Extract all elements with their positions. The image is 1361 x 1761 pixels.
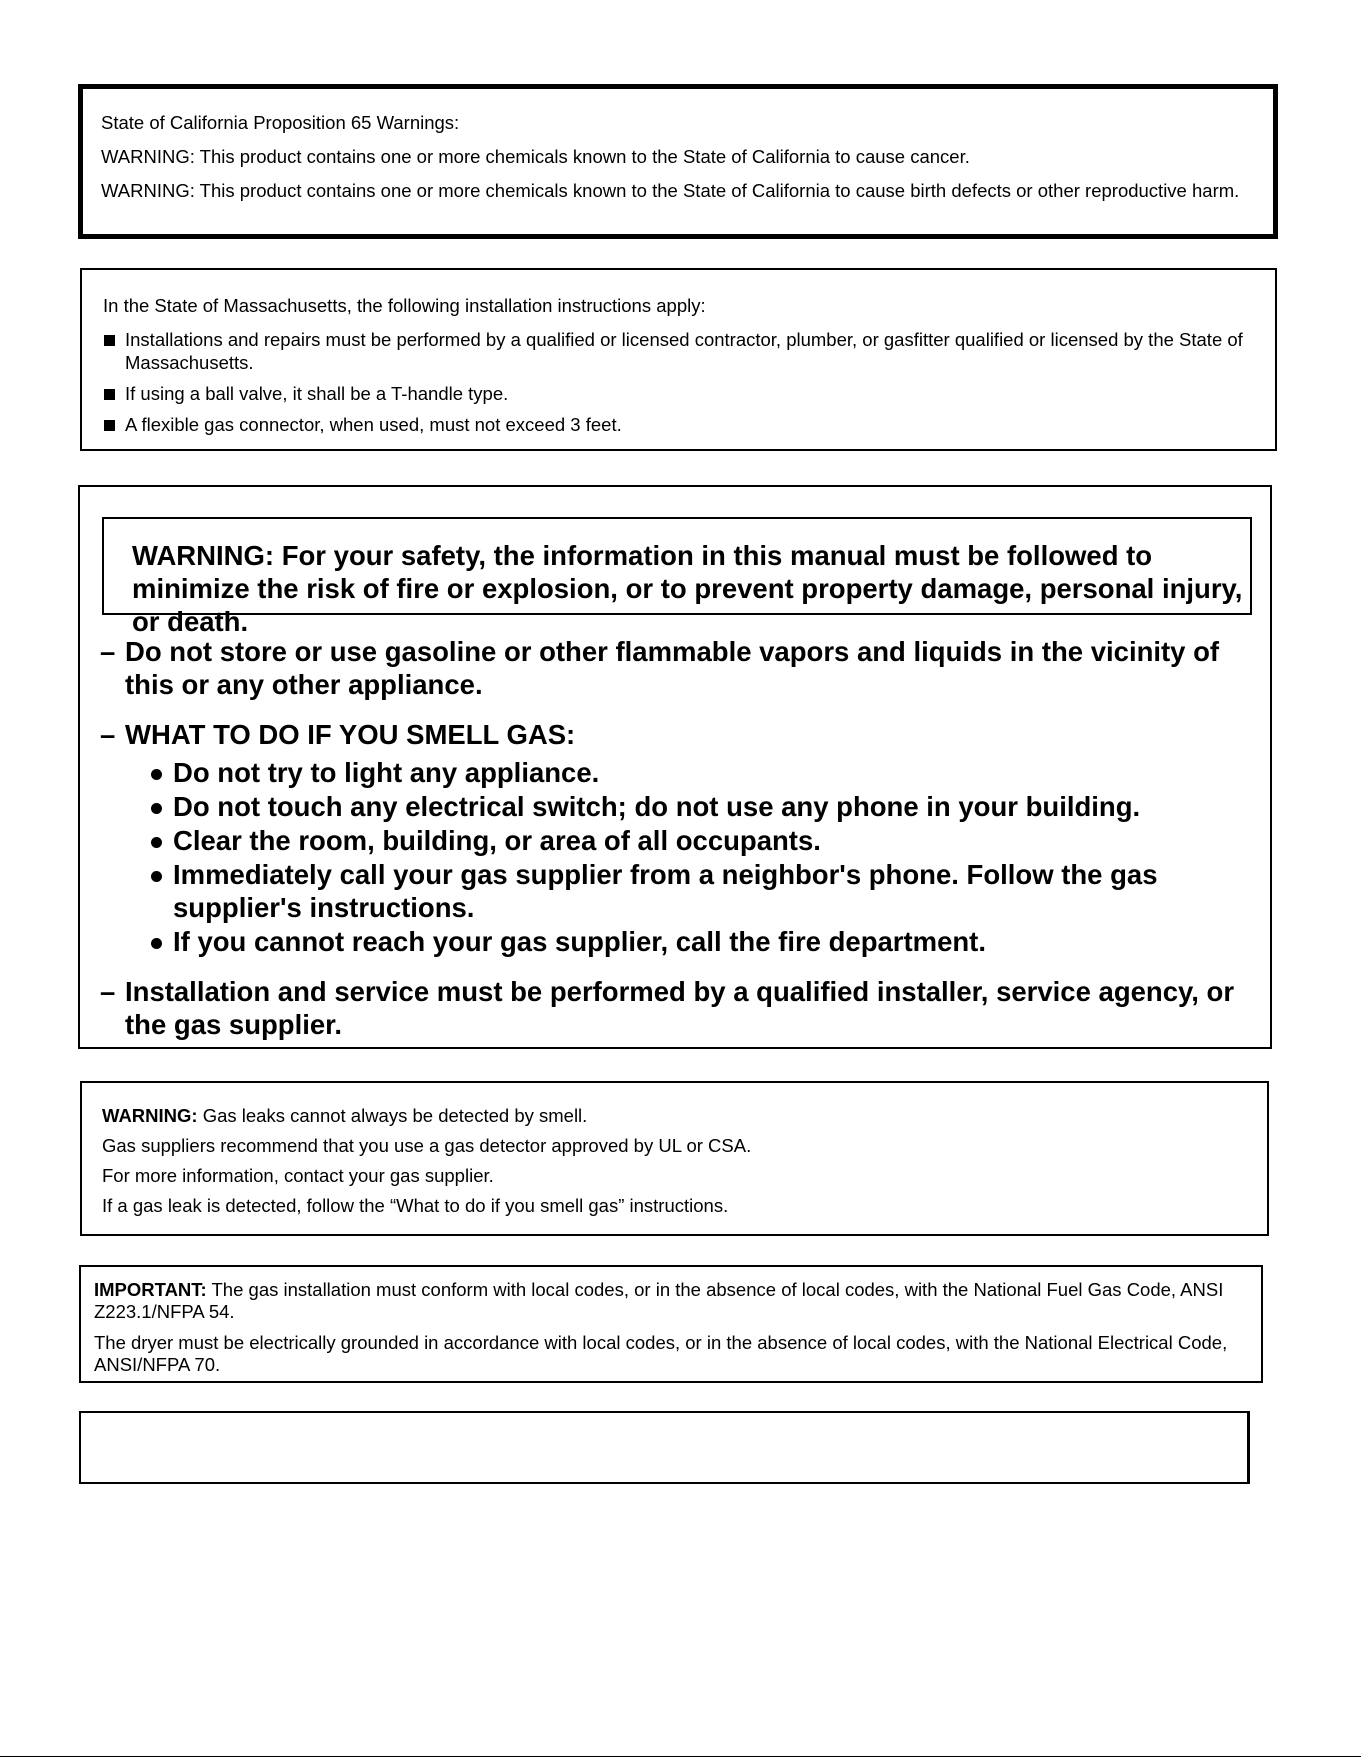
smell-gas-steps [125, 756, 1250, 958]
safety-warning-header: WARNING: For your safety, the information in this manual must be followed to minimize the risk of fire or explosion, or to prevent property damage, personal injury, or death. [102, 517, 1252, 615]
gas-leak-line: WARNING: Gas leaks cannot always be detected by smell. [102, 1105, 588, 1126]
dash-bullet: – [100, 636, 116, 667]
bottom-divider [0, 1756, 1361, 1757]
list-item: Do not touch any electrical switch; do not use any phone in your building. [125, 790, 1250, 823]
list-item: Clear the room, building, or area of all occupants. [125, 824, 1250, 857]
list-item: If you cannot reach your gas supplier, call the fire department. [125, 925, 1250, 958]
round-bullet-icon [151, 769, 162, 780]
prop65-heading: State of California Proposition 65 Warnings: [101, 112, 460, 133]
list-item: – Do not store or use gasoline or other flammable vapors and liquids in the vicinity of this or any other appliance. [100, 636, 1220, 700]
list-item: If using a ball valve, it shall be a T-handle type. [103, 382, 1255, 405]
warning-label: WARNING: [102, 1105, 198, 1126]
leak-detected-line: If a gas leak is detected, follow the “What to do if you smell gas” instructions. [102, 1195, 729, 1216]
safety-warning-box [78, 485, 1272, 1049]
list-item: Immediately call your gas supplier from a neighbor's phone. Follow the gas supplier's instructions. [125, 858, 1250, 924]
list-item: Do not try to light any appliance. [125, 756, 1250, 789]
important-notice-box [79, 1265, 1263, 1383]
gas-detector-line: Gas suppliers recommend that you use a gas detector approved by UL or CSA. [102, 1135, 752, 1156]
gas-installation-code: IMPORTANT: The gas installation must conform with local codes, or in the absence of local codes, with the National Fuel Gas Code, ANSI Z223.1/NFPA 54. [94, 1279, 1224, 1322]
dash-bullet: – [100, 976, 116, 1007]
square-bullet-icon [104, 335, 115, 346]
prop65-warning-box [78, 84, 1278, 239]
dash-bullet: – [100, 719, 116, 750]
square-bullet-icon [104, 389, 115, 400]
list-item: A flexible gas connector, when used, must not exceed 3 feet. [103, 413, 1255, 436]
empty-box [79, 1411, 1250, 1484]
gas-leak-warning-box [80, 1081, 1269, 1236]
electrical-grounding-code: The dryer must be electrically grounded in accordance with local codes, or in the absence of local codes, with the National Electrical Code, ANSI/NFPA 70. [94, 1332, 1228, 1375]
list-item [100, 718, 1250, 958]
round-bullet-icon [151, 871, 162, 882]
massachusetts-instructions-box [80, 268, 1277, 451]
smell-gas-title: WHAT TO DO IF YOU SMELL GAS: [125, 719, 576, 750]
prop65-cancer-warning: WARNING: This product contains one or more chemicals known to the State of California to cause cancer. [101, 146, 970, 167]
round-bullet-icon [151, 803, 162, 814]
massachusetts-list [103, 328, 1255, 436]
contact-supplier-line: For more information, contact your gas supplier. [102, 1165, 494, 1186]
prop65-birth-defects-warning: WARNING: This product contains one or more chemicals known to the State of California to cause birth defects or other reproductive harm. [101, 180, 1240, 201]
massachusetts-intro: In the State of Massachusetts, the following installation instructions apply: [103, 295, 706, 316]
round-bullet-icon [151, 938, 162, 949]
square-bullet-icon [104, 420, 115, 431]
list-item: – Installation and service must be performed by a qualified installer, service agency, or the gas supplier. [100, 976, 1235, 1040]
round-bullet-icon [151, 837, 162, 848]
list-item: Installations and repairs must be performed by a qualified or licensed contractor, plumber, or gasfitter qualified or licensed by the State of Massachusetts. [103, 328, 1255, 374]
important-label: IMPORTANT: [94, 1279, 207, 1300]
safety-warning-content [100, 635, 1250, 1041]
